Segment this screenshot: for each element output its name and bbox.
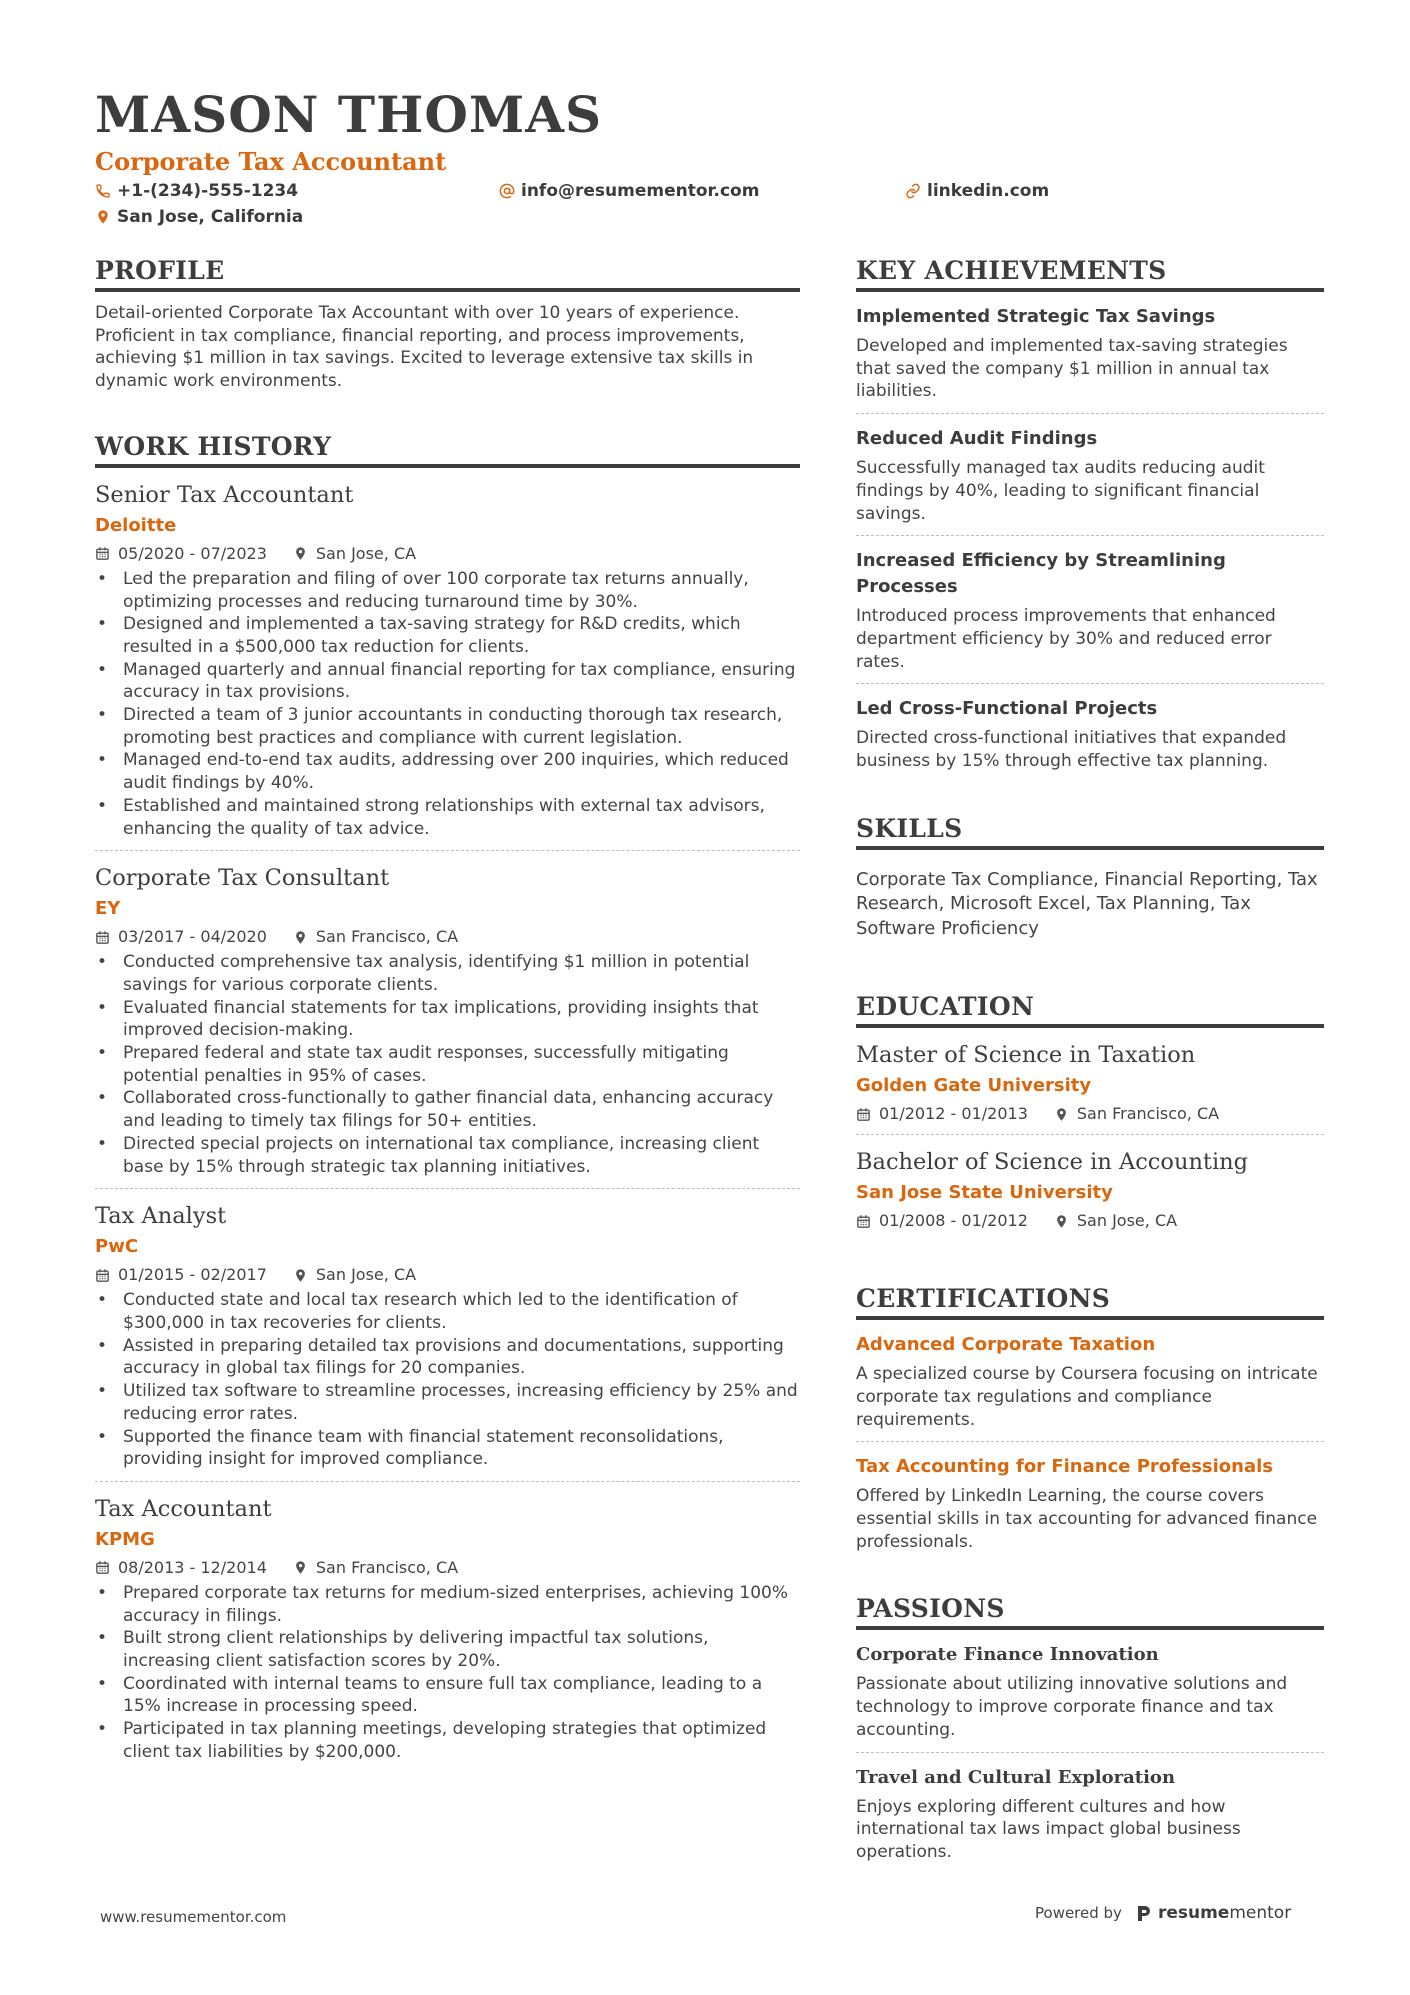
job-bullet: • Supported the finance team with financial statement reconsolidations, providing insight for improved compliance. bbox=[95, 1426, 800, 1471]
calendar-icon bbox=[856, 1107, 871, 1122]
phone-icon bbox=[95, 183, 111, 199]
job-title: Tax Analyst bbox=[95, 1203, 227, 1230]
dates-text: 01/2012 - 01/2013 bbox=[879, 1104, 1028, 1124]
location-text: San Jose, CA bbox=[1076, 1211, 1178, 1231]
calendar-icon bbox=[95, 930, 110, 945]
job-bullet: • Built strong client relationships by delivering impactful tax solutions, increasing client satisfaction scores by 20%. bbox=[95, 1627, 800, 1672]
email-text: info@resumementor.com bbox=[521, 181, 760, 201]
job-entry bbox=[95, 468, 800, 851]
education-meta bbox=[856, 1209, 1324, 1233]
dates-text: 08/2013 - 12/2014 bbox=[118, 1557, 267, 1577]
location-pin-icon bbox=[293, 546, 308, 561]
contact-row-2 bbox=[95, 207, 1325, 233]
section-title-skills: SKILLS bbox=[856, 813, 1324, 850]
certification-item bbox=[856, 1442, 1324, 1553]
profile-summary: Detail-oriented Corporate Tax Accountant with over 10 years of experience. Proficient in tax compliance, financial reporting, and process improvements, achieving $1 million in tax savings. Excited to leverage extensive tax skills in dynamic work environments. bbox=[95, 303, 754, 392]
job-entry bbox=[95, 1482, 800, 1764]
location-pin-icon bbox=[293, 930, 308, 945]
job-bullet: • Led the preparation and filing of over 100 corporate tax returns annually, optimizing processes and reducing turnaround time by 30%. bbox=[95, 568, 800, 613]
job-meta bbox=[95, 542, 800, 566]
school-name: Golden Gate University bbox=[856, 1075, 1092, 1097]
job-bullets bbox=[95, 951, 800, 1178]
job-title: Senior Tax Accountant bbox=[95, 481, 354, 508]
job-meta bbox=[95, 925, 800, 949]
location-text: San Jose, California bbox=[117, 207, 304, 227]
certification-text: A specialized course by Coursera focusing on intricate corporate tax regulations and compliance requirements. bbox=[856, 1364, 1318, 1430]
date-range bbox=[856, 1209, 1028, 1233]
job-bullet: • Prepared corporate tax returns for medium-sized enterprises, achieving 100% accuracy in filings. bbox=[95, 1582, 800, 1627]
certifications-list bbox=[856, 1320, 1324, 1553]
calendar-icon bbox=[95, 1268, 110, 1283]
location-text: San Francisco, CA bbox=[315, 927, 459, 947]
achievement-title: Increased Efficiency by Streamlining Processes bbox=[856, 550, 1226, 598]
location bbox=[293, 1556, 458, 1580]
job-entry bbox=[95, 1189, 800, 1482]
job-bullet: • Managed quarterly and annual financial reporting for tax compliance, ensuring accuracy in tax provisions. bbox=[95, 659, 800, 704]
achievement-title: Led Cross-Functional Projects bbox=[856, 698, 1158, 720]
job-bullet: • Established and maintained strong relationships with external tax advisors, enhancing the quality of tax advice. bbox=[95, 795, 800, 840]
job-bullets bbox=[95, 1582, 800, 1764]
achievement-title: Implemented Strategic Tax Savings bbox=[856, 306, 1216, 327]
company-name: Deloitte bbox=[95, 514, 177, 536]
section-title-passions: PASSIONS bbox=[856, 1593, 1324, 1630]
brand-logo[interactable] bbox=[1136, 1903, 1291, 1923]
brand-name-b: mentor bbox=[1229, 1903, 1292, 1923]
company-name: PwC bbox=[95, 1236, 139, 1258]
degree: Bachelor of Science in Accounting bbox=[856, 1149, 1249, 1176]
achievement-text: Directed cross-functional initiatives that expanded business by 15% through effective tax planning. bbox=[856, 728, 1287, 772]
brand-mark-icon bbox=[1136, 1904, 1152, 1922]
location-text: San Jose, CA bbox=[315, 1265, 417, 1285]
passion-title: Travel and Cultural Exploration bbox=[856, 1766, 1176, 1788]
dates-text: 01/2008 - 01/2012 bbox=[879, 1211, 1028, 1231]
education-meta bbox=[856, 1102, 1324, 1126]
contact-row-1 bbox=[95, 181, 1325, 207]
contact-email[interactable] bbox=[499, 181, 759, 201]
achievement-item bbox=[856, 414, 1324, 536]
link-icon bbox=[905, 183, 921, 199]
dates-text: 01/2015 - 02/2017 bbox=[118, 1265, 267, 1285]
skills-text: Corporate Tax Compliance, Financial Reporting, Tax Research, Microsoft Excel, Tax Planning, Tax Software Proficiency bbox=[856, 868, 1318, 939]
location-text: San Francisco, CA bbox=[315, 1557, 459, 1577]
contact-location bbox=[95, 207, 303, 227]
location bbox=[1054, 1209, 1177, 1233]
brand-name-a: resume bbox=[1157, 1903, 1230, 1923]
job-bullet: • Participated in tax planning meetings, developing strategies that optimized client tax liabilities by $200,000. bbox=[95, 1718, 800, 1763]
passion-item bbox=[856, 1630, 1324, 1752]
calendar-icon bbox=[95, 546, 110, 561]
job-bullet: • Conducted state and local tax research which led to the identification of $300,000 in tax recoveries for clients. bbox=[95, 1289, 800, 1334]
section-title-profile: PROFILE bbox=[95, 255, 800, 292]
dates-text: 05/2020 - 07/2023 bbox=[118, 543, 267, 563]
job-title: Corporate Tax Consultant bbox=[95, 865, 390, 892]
achievement-text: Successfully managed tax audits reducing audit findings by 40%, leading to significant financial savings. bbox=[856, 458, 1265, 524]
job-bullet: • Directed special projects on international tax compliance, increasing client base by 15% through strategic tax planning initiatives. bbox=[95, 1133, 800, 1178]
right-column bbox=[856, 255, 1324, 1864]
date-range bbox=[856, 1102, 1028, 1126]
location-pin-icon bbox=[95, 209, 111, 225]
job-bullet: • Designed and implemented a tax-saving strategy for R&D credits, which resulted in a $500,000 tax reduction for clients. bbox=[95, 613, 800, 658]
date-range bbox=[95, 542, 267, 566]
school-name: San Jose State University bbox=[856, 1182, 1113, 1204]
job-bullet: • Managed end-to-end tax audits, addressing over 200 inquiries, which reduced audit findings by 40%. bbox=[95, 749, 800, 794]
education-list bbox=[856, 1028, 1324, 1233]
location-text: San Jose, CA bbox=[315, 543, 417, 563]
job-bullets bbox=[95, 1289, 800, 1471]
certification-title: Tax Accounting for Finance Professionals bbox=[856, 1456, 1273, 1478]
candidate-name: MASON THOMAS bbox=[95, 85, 603, 144]
date-range bbox=[95, 1263, 267, 1287]
location-text: San Francisco, CA bbox=[1076, 1104, 1220, 1124]
job-title: Tax Accountant bbox=[95, 1495, 272, 1522]
job-bullet: • Evaluated financial statements for tax implications, providing insights that improved decision-making. bbox=[95, 997, 800, 1042]
date-range bbox=[95, 1556, 267, 1580]
contact-phone[interactable] bbox=[95, 181, 298, 201]
achievement-text: Introduced process improvements that enhanced department efficiency by 30% and reduced error rates. bbox=[856, 606, 1276, 672]
education-item bbox=[856, 1028, 1324, 1135]
degree: Master of Science in Taxation bbox=[856, 1042, 1196, 1069]
section-title-work-history: WORK HISTORY bbox=[95, 431, 800, 468]
candidate-title: Corporate Tax Accountant bbox=[95, 147, 447, 176]
resume-header bbox=[95, 85, 1325, 233]
location-pin-icon bbox=[1054, 1214, 1069, 1229]
job-bullet: • Assisted in preparing detailed tax provisions and documentations, supporting accuracy in global tax filings for 20 companies. bbox=[95, 1335, 800, 1380]
date-range bbox=[95, 925, 267, 949]
phone-text: +1-(234)-555-1234 bbox=[117, 181, 299, 201]
job-bullet: • Conducted comprehensive tax analysis, identifying $1 million in potential savings for various corporate clients. bbox=[95, 951, 800, 996]
job-bullet: • Collaborated cross-functionally to gather financial data, enhancing accuracy and leading to timely tax filings for 50+ entities. bbox=[95, 1087, 800, 1132]
certification-item bbox=[856, 1320, 1324, 1442]
company-name: EY bbox=[95, 898, 121, 920]
left-column bbox=[95, 255, 800, 1764]
section-title-certifications: CERTIFICATIONS bbox=[856, 1283, 1324, 1320]
education-item bbox=[856, 1135, 1324, 1233]
job-meta bbox=[95, 1263, 800, 1287]
job-bullet: • Coordinated with internal teams to ensure full tax compliance, leading to a 15% increase in processing speed. bbox=[95, 1673, 800, 1718]
contact-linkedin[interactable] bbox=[905, 181, 1049, 201]
achievement-item bbox=[856, 536, 1324, 684]
job-bullet: • Utilized tax software to streamline processes, increasing efficiency by 25% and reducing error rates. bbox=[95, 1380, 800, 1425]
passion-text: Passionate about utilizing innovative solutions and technology to improve corporate finance and tax accounting. bbox=[856, 1674, 1288, 1740]
dates-text: 03/2017 - 04/2020 bbox=[118, 927, 267, 947]
passions-list bbox=[856, 1630, 1324, 1863]
company-name: KPMG bbox=[95, 1528, 155, 1550]
calendar-icon bbox=[856, 1214, 871, 1229]
powered-by-label: Powered by bbox=[1035, 1904, 1122, 1922]
achievement-text: Developed and implemented tax-saving strategies that saved the company $1 million in annual tax liabilities. bbox=[856, 336, 1288, 402]
location-pin-icon bbox=[293, 1560, 308, 1575]
location bbox=[1054, 1102, 1219, 1126]
calendar-icon bbox=[95, 1560, 110, 1575]
location bbox=[293, 925, 458, 949]
job-bullet: • Prepared federal and state tax audit responses, successfully mitigating potential penalties in 95% of cases. bbox=[95, 1042, 800, 1087]
certification-title: Advanced Corporate Taxation bbox=[856, 1334, 1156, 1356]
work-history-list bbox=[95, 468, 800, 1764]
achievement-item bbox=[856, 292, 1324, 414]
section-title-key-achievements: KEY ACHIEVEMENTS bbox=[856, 255, 1324, 292]
footer-powered-by bbox=[1035, 1903, 1291, 1923]
achievements-list bbox=[856, 292, 1324, 773]
footer-website[interactable]: www.resumementor.com bbox=[100, 1908, 287, 1926]
location-pin-icon bbox=[293, 1268, 308, 1283]
location bbox=[293, 1263, 416, 1287]
location-pin-icon bbox=[1054, 1107, 1069, 1122]
job-meta bbox=[95, 1556, 800, 1580]
job-bullets bbox=[95, 568, 800, 840]
passion-title: Corporate Finance Innovation bbox=[856, 1644, 1159, 1666]
achievement-title: Reduced Audit Findings bbox=[856, 428, 1098, 450]
linkedin-text: linkedin.com bbox=[927, 181, 1050, 201]
at-icon bbox=[499, 183, 515, 199]
location bbox=[293, 542, 416, 566]
section-title-education: EDUCATION bbox=[856, 991, 1324, 1028]
job-entry bbox=[95, 851, 800, 1189]
job-bullet: • Directed a team of 3 junior accountants in conducting thorough tax research, promoting best practices and compliance with current legislation. bbox=[95, 704, 800, 749]
passion-text: Enjoys exploring different cultures and how international tax laws impact global business operations. bbox=[856, 1796, 1241, 1862]
certification-text: Offered by LinkedIn Learning, the course covers essential skills in tax accounting for advanced finance professionals. bbox=[856, 1486, 1318, 1552]
passion-item bbox=[856, 1753, 1324, 1864]
achievement-item bbox=[856, 684, 1324, 772]
